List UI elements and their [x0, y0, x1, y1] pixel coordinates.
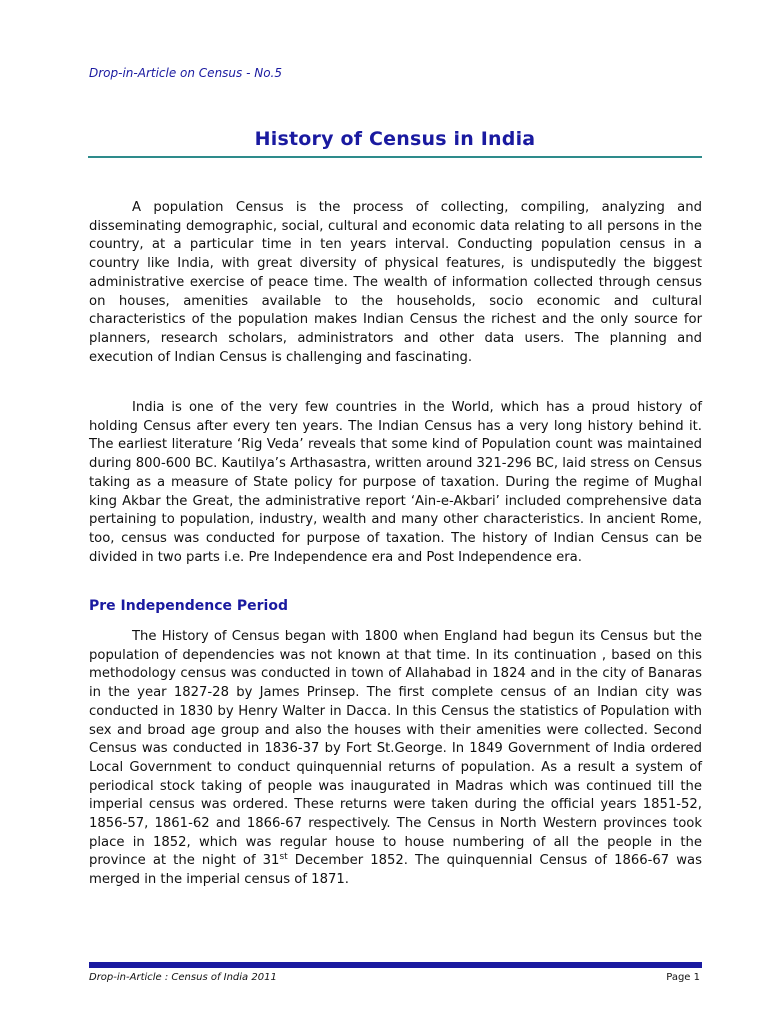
- history-block: [89, 399, 702, 577]
- series-note: Drop-in-Article on Census - No.5: [89, 66, 283, 80]
- ordinal-superscript: st: [279, 852, 288, 863]
- footer-divider: [89, 962, 702, 968]
- page-number: Page 1: [666, 972, 700, 983]
- paragraph-history: India is one of the very few countries in the World, which has a proud history of holding Census after every ten years. The Indian Census has a very long history behind it. The earliest literature ‘Rig Veda’ reveals that some kind of Population count was maintained during 800-600 BC. Kautilya’s Arthasastra, written around 321-296 BC, laid stress on Census taking as a measure of State policy for purpose of taxation. During the regime of Mughal king Akbar the Great, the administrative report ‘Ain-e-Akbari’ included comprehensive data pertaining to population, industry, wealth and many other characteristics. In ancient Rome, too, census was conducted for purpose of taxation. The history of Indian Census can be divided in two parts i.e. Pre Independence era and Post Independence era.: [89, 400, 702, 565]
- paragraph-text-start: The History of Census began with 1800 when England had begun its Census but the population of dependencies was not known at that time. In its continuation , based on this methodology census was conducted in town of Allahabad in 1824 and in the city of Banaras in the year 1827-28 by James Prinsep. The first complete census of an Indian city was conducted in 1830 by Henry Walter in Dacca. In this Census the statistics of Population with sex and broad age group and also the houses with their amenities were collected. Second Census was conducted in 1836-37 by Fort St.George. In 1849 Government of India ordered Local Government to conduct quinquennial returns of population. As a result a system of periodical stock taking of people was inaugurated in Madras which was continued till the imperial census was ordered. These returns were taken during the official years 1851-52, 1856-57, 1861-62 and 1866-67 respectively. The Census in North Western provinces took place in 1852, which was regular house to house numbering of all the people in the province at the night of 31: [89, 629, 702, 869]
- intro-block: [89, 199, 702, 377]
- page-title: History of Census in India: [254, 128, 536, 150]
- section-heading: Pre Independence Period: [89, 598, 288, 614]
- pre-independence-block: [89, 628, 702, 900]
- footer-title: Drop-in-Article : Census of India 2011: [89, 972, 277, 983]
- paragraph-pre-independence: [89, 628, 702, 890]
- paragraph-text-end: December 1852. The quinquennial Census of 1866-67 was merged in the imperial census of 1871.: [89, 853, 702, 888]
- paragraph-intro: A population Census is the process of collecting, compiling, analyzing and disseminating demographic, social, cultural and economic data relating to all persons in the country, at a particular time in ten years interval. Conducting population census in a country like India, with great diversity of physical features, is undisputedly the biggest administrative exercise of peace time. The wealth of information collected through census on houses, amenities available to the households, socio economic and cultural characteristics of the population makes Indian Census the richest and the only source for planners, research scholars, administrators and other data users. The planning and execution of Indian Census is challenging and fascinating.: [89, 200, 702, 365]
- title-divider: [88, 156, 702, 158]
